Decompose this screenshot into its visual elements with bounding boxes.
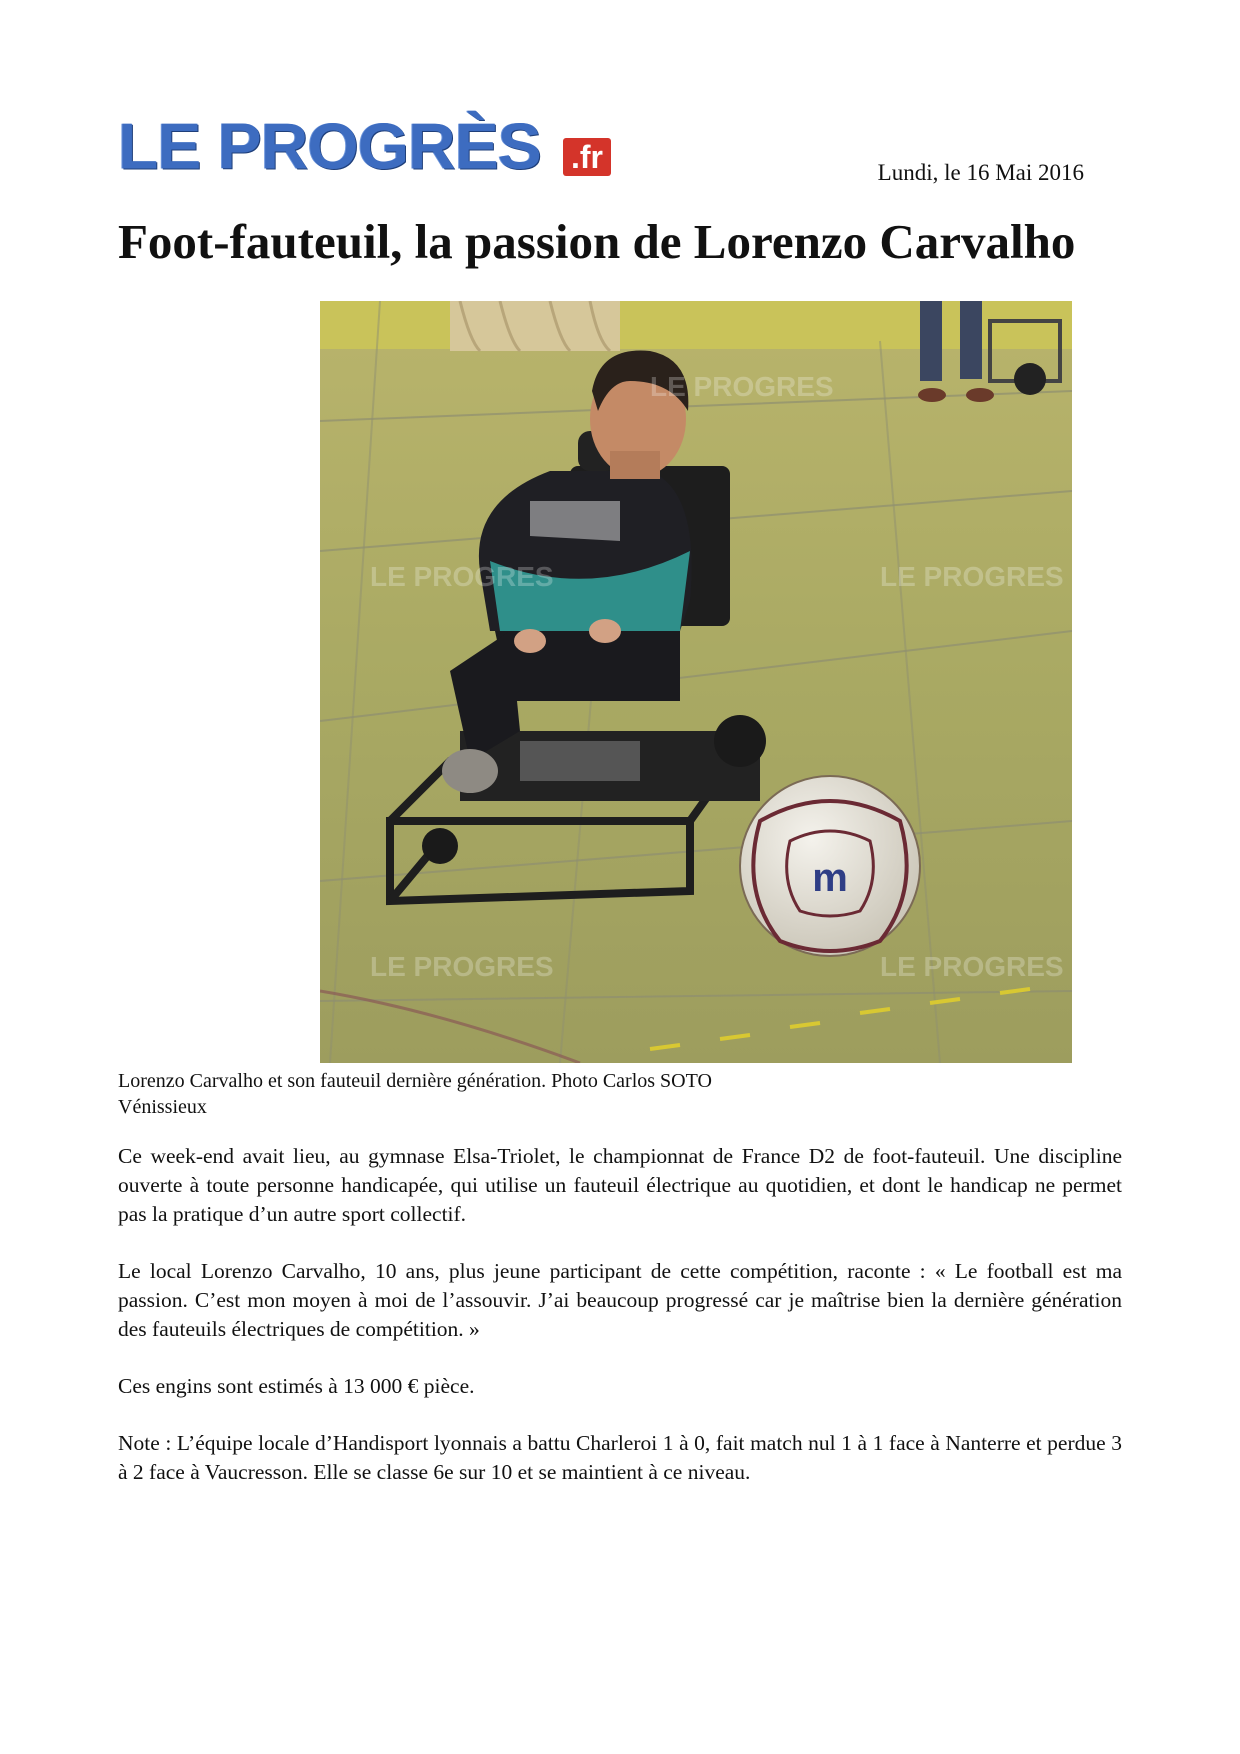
article-photo [320, 301, 1072, 1063]
publication-date: Lundi, le 16 Mai 2016 [877, 160, 1084, 185]
article-body [118, 1142, 1122, 1515]
logo-wordmark: LE PROGRÈS [118, 109, 541, 183]
le-progres-logo [118, 108, 618, 188]
caption-line-1: Lorenzo Carvalho et son fauteuil dernière génération. Photo Carlos SOTO [118, 1070, 712, 1092]
paragraph-3: Ces engins sont estimés à 13 000 € pièce. [118, 1374, 475, 1398]
paragraph-4: Note : L’équipe locale d’Handisport lyonnais a battu Charleroi 1 à 0, fait match nul 1 à 1 face à Nanterre et perdue 3 à 2 face à Vaucresson. Elle se classe 6e sur 10 et se maintient à ce niveau. [118, 1431, 1122, 1484]
logo-fr-badge: .fr [563, 138, 611, 176]
photo-watermark-left: LE PROGRES [370, 561, 554, 592]
photo-caption [118, 1068, 1018, 1120]
paragraph-1: Ce week-end avait lieu, au gymnase Elsa-Triolet, le championnat de France D2 de foot-fauteuil. Une discipline ouverte à toute personne handicapée, qui utilise un fauteuil électrique au quotidien, et dont le handicap ne permet pas la pratique d’un autre sport collectif. [118, 1144, 1122, 1226]
photo-watermark-bottom-left: LE PROGRES [370, 951, 554, 982]
photo-watermark-bottom-right: LE PROGRES [880, 951, 1064, 982]
ball-logo: m [812, 856, 848, 900]
caption-line-2: Vénissieux [118, 1096, 207, 1118]
paragraph-2: Le local Lorenzo Carvalho, 10 ans, plus jeune participant de cette compétition, raconte : « Le football est ma passion. C’est mon moyen à moi de l’assouvir. J’ai beaucoup progressé car je maîtrise bien la dernière génération des fauteuils électriques de compétition. » [118, 1259, 1122, 1341]
photo-watermark-top: LE PROGRES [650, 371, 834, 402]
photo-illustration [320, 301, 1072, 1063]
article-title: Foot-fauteuil, la passion de Lorenzo Carvalho [118, 214, 1076, 269]
photo-watermark-right: LE PROGRES [880, 561, 1064, 592]
